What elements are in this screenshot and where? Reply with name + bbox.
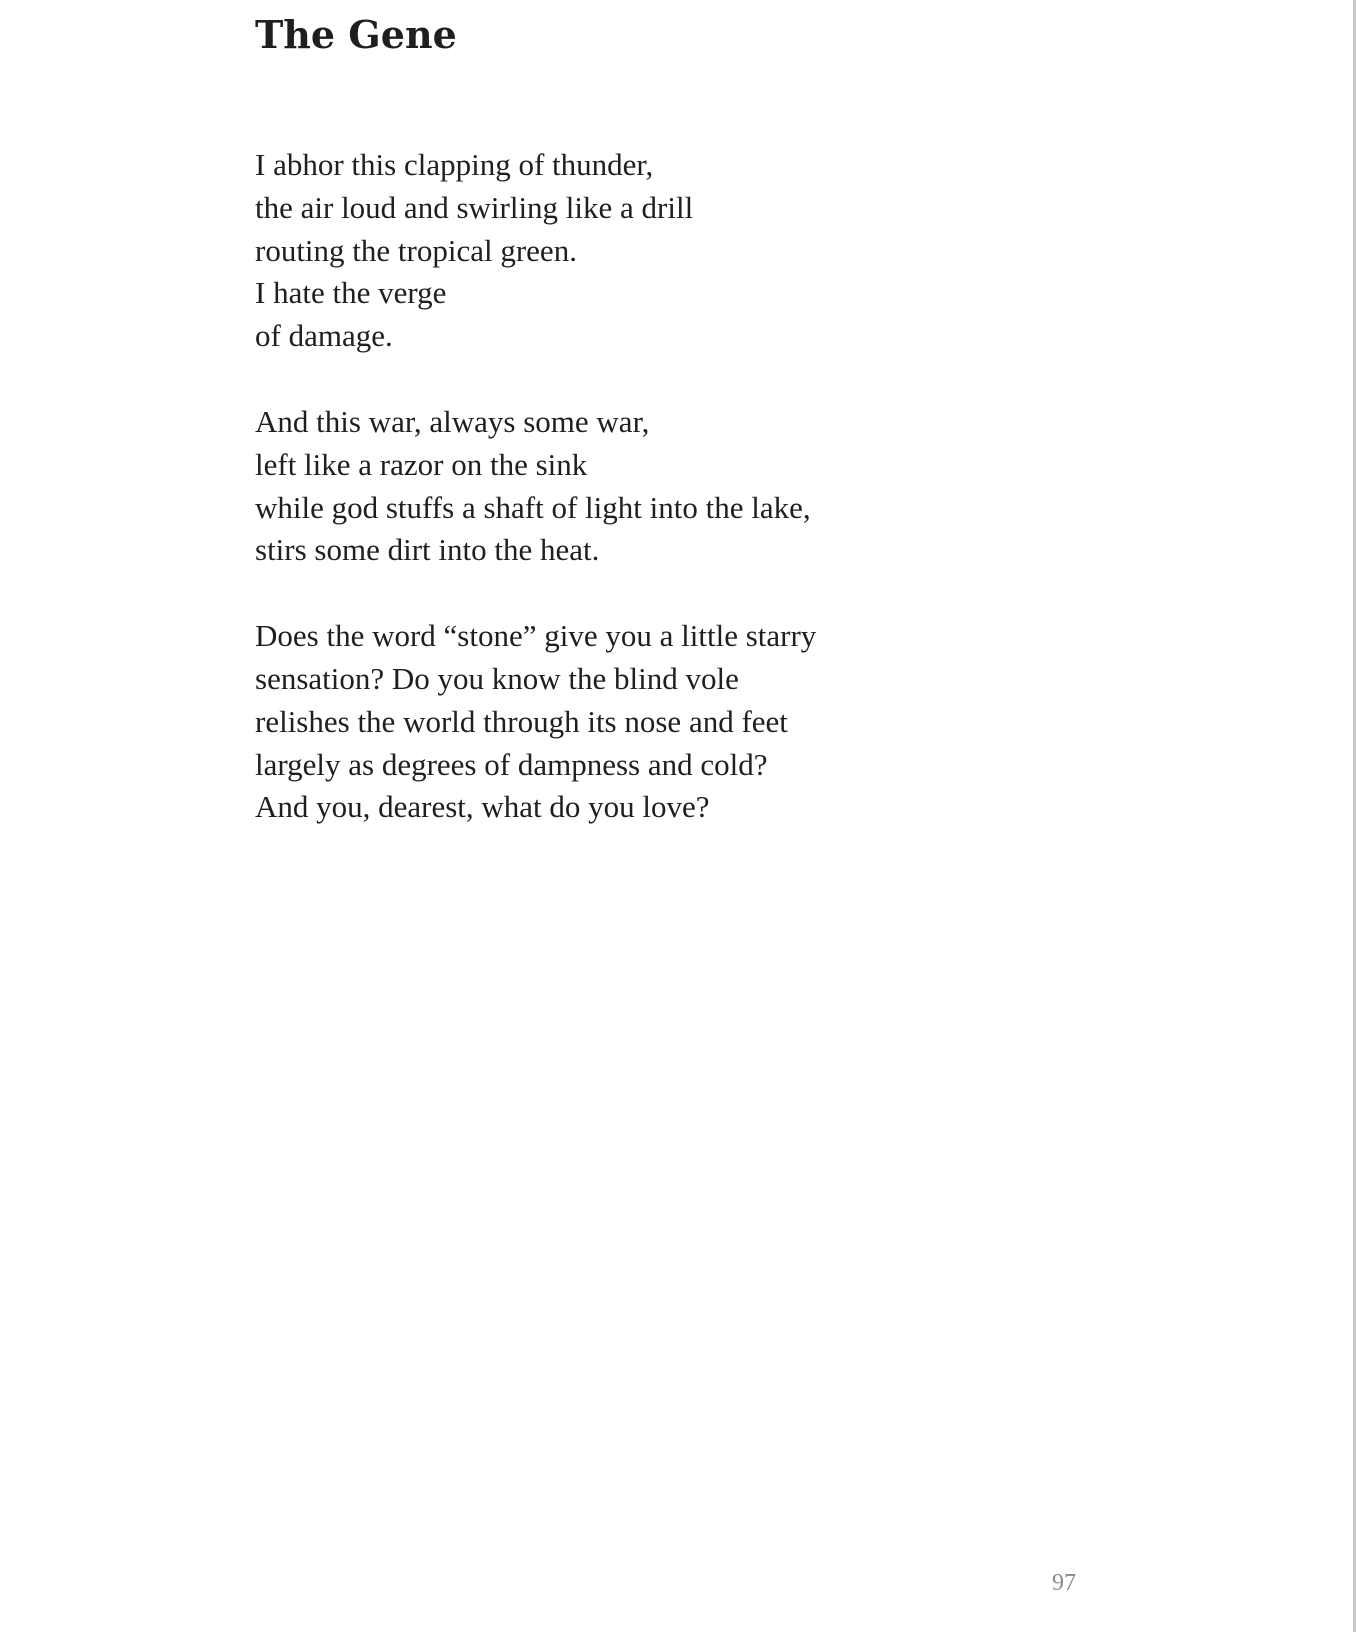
poem-title: The Gene <box>255 12 457 57</box>
poem-line: relishes the world through its nose and feet <box>255 703 788 739</box>
poem-line: left like a razor on the sink <box>255 446 588 482</box>
poem-line: sensation? Do you know the blind vole <box>255 660 739 696</box>
stanza-2 <box>255 401 875 572</box>
poem-body <box>255 144 875 872</box>
page-number: 97 <box>1052 1570 1076 1596</box>
poem-line: I hate the verge <box>255 275 447 311</box>
poem-line: the air loud and swirling like a drill <box>255 189 694 225</box>
poem-line: Does the word “stone” give you a little starry <box>255 618 817 654</box>
poem-line: routing the tropical green. <box>255 232 577 268</box>
poem-line: of damage. <box>255 318 393 354</box>
poem-line: And this war, always some war, <box>255 403 650 439</box>
stanza-1 <box>255 144 875 358</box>
poem-line: And you, dearest, what do you love? <box>255 789 710 825</box>
poem-line: while god stuffs a shaft of light into the lake, <box>255 489 811 525</box>
poem-line: largely as degrees of dampness and cold? <box>255 746 768 782</box>
poem-line: stirs some dirt into the heat. <box>255 532 600 568</box>
stanza-3 <box>255 615 875 829</box>
poem-line: I abhor this clapping of thunder, <box>255 147 654 182</box>
